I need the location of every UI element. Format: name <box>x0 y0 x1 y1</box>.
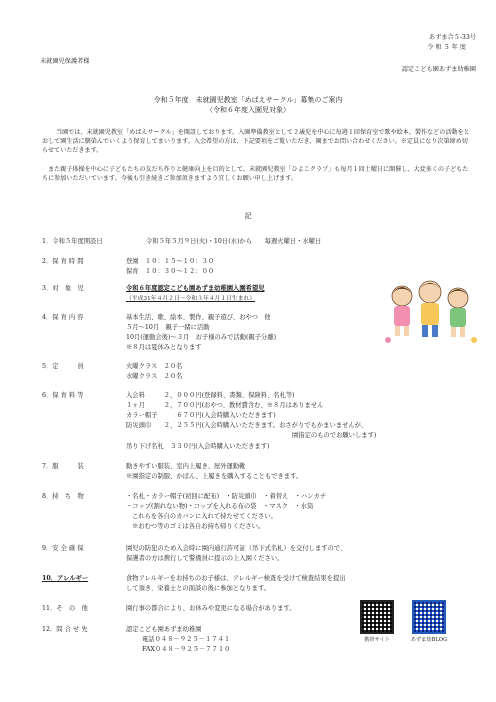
title-line2: （令和６年度入園児対象） <box>206 106 290 114</box>
sender: 認定こども園あずま幼稚園 <box>401 66 476 73</box>
item-label: 6．保 育 料 等 <box>42 392 84 399</box>
item-value: （平成31年４月２日～令和３年４月１日生まれ） <box>126 296 256 302</box>
item-label: 3．対 象 児 <box>42 285 84 292</box>
item-value: ５月～10月 親子一緒に活動 <box>126 324 210 331</box>
blog-qr-icon[interactable] <box>412 600 446 634</box>
item-value: 認定こども園あずま幼稚園 <box>126 626 202 633</box>
contact-phone: 電話０４８－９２５－１７４１ <box>142 636 231 643</box>
children-illustration <box>380 268 480 348</box>
item-value: 園指定のものでお願いします) <box>292 432 377 439</box>
item-value: して頂き、栄養士との面談の後に参加となります。 <box>126 585 271 592</box>
item-label: 12．問 合 せ 先 <box>42 626 88 633</box>
document-number: あずま合５-33号 <box>428 34 476 41</box>
item-value: ※園指定の制服、かばん、上履きを購入することもできます。 <box>126 473 303 480</box>
item-value: ・コップ(割れない物)・コップを入れる布の袋 ・マスク ・水筒 <box>126 503 314 510</box>
ki-heading: 記 <box>244 212 252 220</box>
mobile-site-qr-icon[interactable] <box>360 600 394 634</box>
item-value: 入会料 ２，０００円(登録料、書類、保険料、名札等) <box>126 392 295 399</box>
item-label: 5．定 員 <box>42 363 84 370</box>
item-value: 食物アレルギーをお持ちのお子様は、アレルギー検査を受けて検査結果を提出 <box>126 575 346 582</box>
item-value: これらを各自のカバンに入れて持たせてください。 <box>132 513 277 520</box>
item-value: １ヶ月 ２，７００円(おやつ、教材費含む、※８月はありません <box>126 402 324 409</box>
item-value: 保育 １０：３０～１２：００ <box>126 268 215 275</box>
document-date: 令 和 ５ 年 度 <box>427 44 466 51</box>
item-value: 火曜クラス ２０名 <box>126 363 183 370</box>
item-label: 10．アレルギー <box>42 575 89 582</box>
item-label: 11．そ の 他 <box>42 605 88 612</box>
item-value: 園児の防犯のため入会時に園内通行許可証（吊下式名札）を交付しますので、 <box>126 545 347 552</box>
item-value: 保護者の方は携行して警備員に提示の上入園ください。 <box>126 555 284 562</box>
title-line1: 令和５年度 未就園児教室「めばえサークル」募集のご案内 <box>153 96 343 104</box>
item-value: 防災頭巾 ２，２５５円(入会時購入いただきます。おさがりでもかまいませんが、 <box>126 422 368 429</box>
recipient: 未就園児保護者様 <box>40 58 90 65</box>
item-value: カラー帽子 ６７０円(入会時購入いただきます) <box>126 412 276 419</box>
item-label: 4．保 育 内 容 <box>42 314 84 321</box>
intro-paragraph-1: 当園では、未就園児教室「めばえサークル」を開設しております。入園準備教室として２歳児を中心に毎週１回保育室で歌や絵本、製作などの活動をとおして園生活に馴染んでいくよう保育してまいります。入会希望の方は、下記要項をご覧いただき、園までお問い合わせください。※定員になり次第締め切らせていただきます。 <box>42 129 470 155</box>
item-value: ・名札・カラー帽子(初回に配布) ・防災頭巾 ・着替え ・ハンカチ <box>126 493 327 500</box>
item-label: 8．持 ち 物 <box>42 493 84 500</box>
item-value: ※８月は夏休みとなります <box>126 344 202 351</box>
item-label: 1．令和５年度開設日 <box>42 238 103 245</box>
item-value: 令和５年５月９日(火)・10日(水)から 毎週火曜日・水曜日 <box>146 238 322 245</box>
item-value: 登園 １０：１５～１０：３０ <box>126 258 215 265</box>
blog-label: あずま幼BLOG <box>410 637 448 643</box>
mobile-site-label: 携帯サイト <box>364 637 390 643</box>
item-value: ※おむつ等のゴミは各自お持ち帰りください。 <box>132 523 265 530</box>
item-value: 動きやすい服装、室内上履き、屋外運動靴 <box>126 463 246 470</box>
contact-fax: FAX０４８－９２５－７７１０ <box>142 646 231 653</box>
item-value: 令和６年度認定こども園あずま幼稚園入園希望児 <box>126 285 265 292</box>
item-value: 吊り下げ名札 ３３０円(入会時購入いただきます) <box>126 443 270 450</box>
item-label: 2．保 育 時 間 <box>42 258 84 265</box>
intro-paragraph-2: また親子体操を中心に子どもたちの友だち作りと健康向上を目的として、未就園児教室「ひよこクラブ」も毎月１回土曜日に開催し、大変多くの子どもたちに参加いただいています。今後も引き続きご参加頂きますよう宜しくお願い申し上げます。 <box>42 166 469 183</box>
item-label: 7．服 装 <box>42 463 84 470</box>
item-value: 園行事の都合により、お休みや変更になる場合があります。 <box>126 605 296 612</box>
item-value: 水曜クラス ２０名 <box>126 373 183 380</box>
item-value: 10月(運動会後)～３月 お子様のみで活動(親子分離) <box>126 334 277 341</box>
item-value: 基本生活、歌、絵本、製作、親子遊び、おやつ 他 <box>126 314 271 321</box>
item-label: 9．安 全 確 保 <box>42 545 84 552</box>
